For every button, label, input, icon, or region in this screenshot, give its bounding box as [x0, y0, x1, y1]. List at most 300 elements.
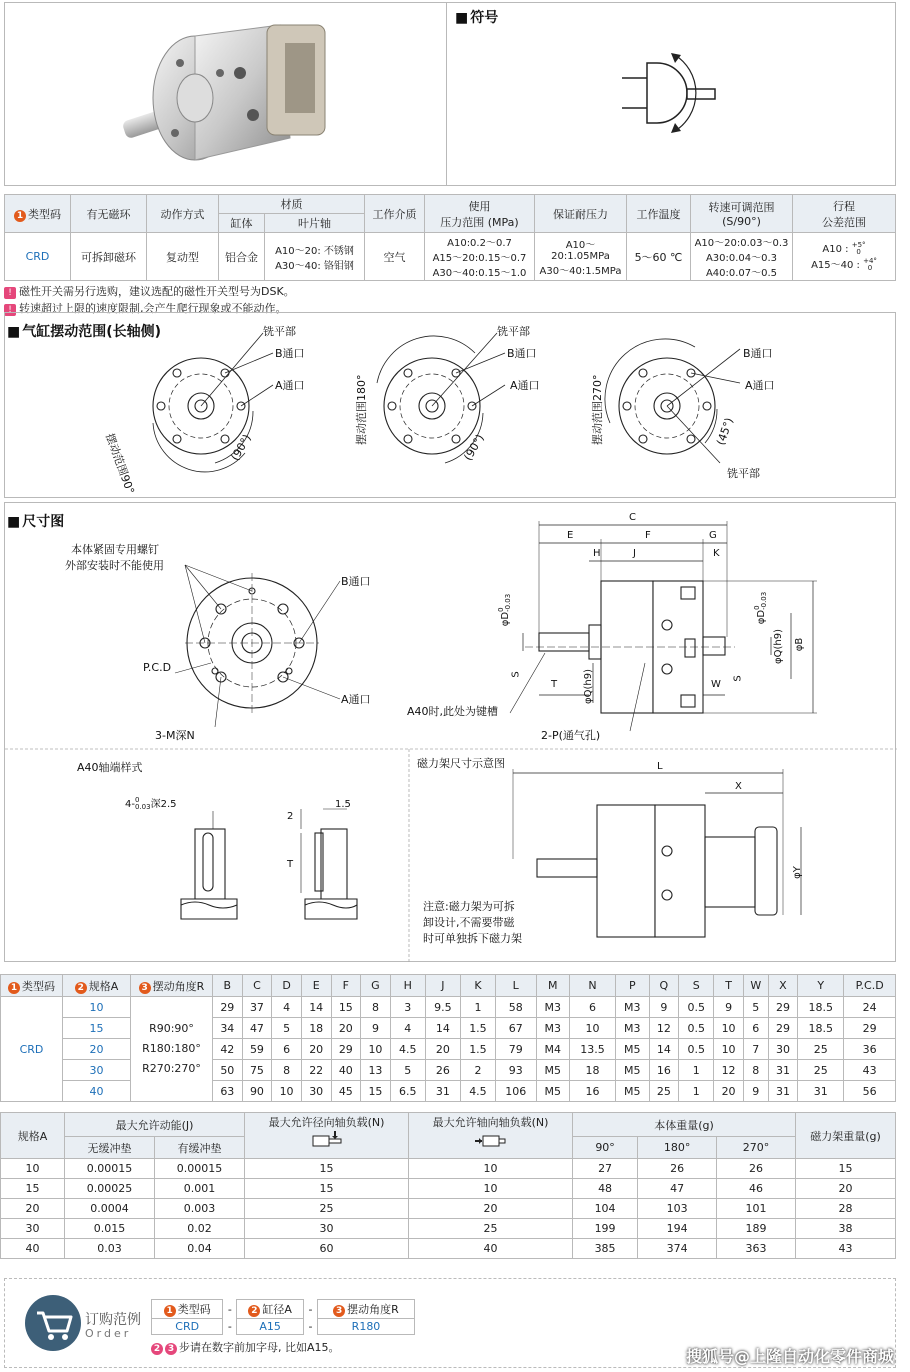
td-dim-value: 8 — [272, 1060, 302, 1081]
td-energy-value: 25 — [245, 1199, 409, 1219]
td-dim-value: 31 — [798, 1081, 844, 1102]
td-dim-value: 1 — [679, 1081, 714, 1102]
td-dim-value: 6 — [743, 1018, 768, 1039]
td-dim-value: 9 — [361, 1018, 391, 1039]
td-dim-value: 10 — [361, 1039, 391, 1060]
td-energy-value: 26 — [638, 1159, 717, 1179]
product-photo-panel — [4, 2, 446, 186]
mag-title: 磁力架尺寸示意图 — [417, 757, 505, 770]
dim-T: T — [551, 679, 558, 690]
td-energy-value: 15 — [245, 1159, 409, 1179]
td-dim-value: 4 — [390, 1018, 425, 1039]
td-tolerance: A10 : +5° 0 A15～40 : +4° 0 — [793, 233, 896, 281]
td-dim-value: 18.5 — [798, 997, 844, 1018]
symbol-title: ■ 符号 — [455, 7, 498, 27]
dim-H: H — [593, 548, 601, 559]
order-th-type: 1 类型码 — [152, 1300, 223, 1319]
td-dim-value: M3 — [616, 1018, 650, 1039]
td-dim-value: 25 — [798, 1060, 844, 1081]
th-temp: 工作温度 — [627, 195, 691, 233]
swing1-angle-label: (90°) — [228, 432, 254, 463]
angle-option: R180:180° — [142, 1042, 201, 1055]
td-energy-value: 0.02 — [155, 1219, 245, 1239]
swing3-port-a-label: A通口 — [745, 379, 775, 392]
td-dim-value: M3 — [536, 1018, 570, 1039]
td-cylinder: 铝合金 — [219, 233, 265, 281]
td-dim-value: M4 — [536, 1039, 570, 1060]
td-energy-value: 40 — [409, 1239, 573, 1259]
swing3-port-b-label: B通口 — [743, 347, 773, 360]
th-dim-angle: 3 摆动角度R — [131, 975, 213, 997]
a40-dim-15: 1.5 — [335, 799, 351, 810]
dim-phiQ-bottom: φQ(h9) — [582, 669, 594, 704]
td-dim-value: 37 — [242, 997, 272, 1018]
th-pressure: 使用 压力范围 (MPa) — [425, 195, 535, 233]
td-energy-value: 10 — [409, 1179, 573, 1199]
td-action: 复动型 — [147, 233, 219, 281]
td-dim-value: 43 — [844, 1060, 896, 1081]
td-dim-value: 12 — [714, 1060, 744, 1081]
td-energy-value: 30 — [1, 1219, 65, 1239]
td-dim-value: 1.5 — [460, 1018, 495, 1039]
td-dim-value: 67 — [495, 1018, 536, 1039]
order-title: 订购范例 — [85, 1312, 141, 1328]
swing1-port-a-label: A通口 — [275, 379, 305, 392]
td-energy-value: 15 — [796, 1159, 896, 1179]
td-dim-value: 22 — [301, 1060, 331, 1081]
td-dim-value: 18 — [570, 1060, 616, 1081]
td-dim-value: 12 — [649, 1018, 679, 1039]
th-dim-col: N — [570, 975, 616, 997]
th-cylinder: 缸体 — [219, 214, 265, 233]
td-dim-value: 31 — [768, 1081, 798, 1102]
td-dim-value: 58 — [495, 997, 536, 1018]
td-dim-value: 36 — [844, 1039, 896, 1060]
order-dash-4: - — [308, 1320, 313, 1333]
td-temp: 5～60 ℃ — [627, 233, 691, 281]
swing1-range-label: 摆动范围90° — [102, 431, 137, 496]
td-dim-value: M5 — [616, 1060, 650, 1081]
table-row — [1, 997, 896, 1018]
td-dim-type: CRD — [1, 997, 63, 1102]
order-dash-1: - — [227, 1302, 232, 1316]
dimension-panel — [4, 502, 896, 962]
th-action: 动作方式 — [147, 195, 219, 233]
td-dim-value: 9 — [649, 997, 679, 1018]
front-port-b: B通口 — [341, 575, 371, 588]
td-dim-value: 9 — [743, 1081, 768, 1102]
th-dim-type: 1 类型码 — [1, 975, 63, 997]
td-dim-value: 3 — [390, 997, 425, 1018]
td-energy-value: 189 — [717, 1219, 796, 1239]
td-dim-size: 15 — [63, 1018, 131, 1039]
th-en-mag: 磁力架重量(g) — [796, 1113, 896, 1159]
order-dash-3: - — [227, 1320, 232, 1333]
td-dim-value: 20 — [714, 1081, 744, 1102]
td-dim-value: 13.5 — [570, 1039, 616, 1060]
dim-K: K — [713, 548, 720, 559]
dim-F: F — [645, 530, 651, 541]
swing1-port-b-label: B通口 — [275, 347, 305, 360]
td-dim-value: 6 — [570, 997, 616, 1018]
swing-range-panel — [4, 312, 896, 498]
product-photo — [5, 3, 445, 183]
order-v-angle: R180 — [317, 1319, 414, 1335]
front-pcd: P.C.D — [143, 661, 172, 674]
td-dim-value: 6.5 — [390, 1081, 425, 1102]
td-dim-value: M5 — [536, 1081, 570, 1102]
radial-load-icon — [309, 1130, 345, 1150]
td-energy-value: 30 — [245, 1219, 409, 1239]
key-note: A40时,此处为键槽 — [407, 705, 499, 718]
energy-table — [0, 1112, 896, 1259]
vent-note: 2-P(通气孔) — [541, 729, 601, 742]
th-dim-col: Y — [798, 975, 844, 997]
td-magnet: 可拆卸磁环 — [71, 233, 147, 281]
spec-table — [4, 194, 896, 316]
td-dim-value: 24 — [844, 997, 896, 1018]
td-energy-value: 199 — [573, 1219, 638, 1239]
td-dim-size: 20 — [63, 1039, 131, 1060]
dim-C: C — [629, 512, 636, 523]
dim-J: J — [633, 548, 636, 559]
order-table — [151, 1299, 415, 1335]
td-dim-value: M5 — [616, 1039, 650, 1060]
th-dim-col: P — [616, 975, 650, 997]
td-dim-value: 7 — [743, 1039, 768, 1060]
swing2-port-a-label: A通口 — [510, 379, 540, 392]
td-dim-value: 42 — [213, 1039, 243, 1060]
th-dim-col: Q — [649, 975, 679, 997]
th-dim-col: L — [495, 975, 536, 997]
td-energy-value: 0.001 — [155, 1179, 245, 1199]
screw-note-2: 外部安装时不能使用 — [65, 559, 164, 572]
td-dim-value: 25 — [798, 1039, 844, 1060]
swing-diagrams — [5, 313, 897, 499]
table-row — [1, 1159, 896, 1179]
td-dim-value: 4 — [272, 997, 302, 1018]
td-dim-value: 16 — [570, 1081, 616, 1102]
td-dim-value: 14 — [425, 1018, 460, 1039]
td-dim-value: 75 — [242, 1060, 272, 1081]
th-dim-col: H — [390, 975, 425, 997]
td-dim-value: 0.5 — [679, 1018, 714, 1039]
td-energy-value: 374 — [638, 1239, 717, 1259]
td-dim-value: 18.5 — [798, 1018, 844, 1039]
td-dim-value: 29 — [213, 997, 243, 1018]
td-energy-value: 0.015 — [65, 1219, 155, 1239]
spec-note-2: ! 转速超过上限的速度限制,会产生爬行现象或不能动作。 — [4, 300, 896, 316]
table-row — [1, 1239, 896, 1259]
td-dim-value: 29 — [768, 997, 798, 1018]
screw-note-1: 本体紧固专用螺钉 — [71, 543, 159, 556]
td-dim-value: 90 — [242, 1081, 272, 1102]
td-dim-value: 8 — [743, 1060, 768, 1081]
td-dim-value: 20 — [331, 1018, 361, 1039]
th-dim-col: F — [331, 975, 361, 997]
td-type-code: CRD — [5, 233, 71, 281]
table-row — [1, 1199, 896, 1219]
td-energy-value: 103 — [638, 1199, 717, 1219]
td-dim-value: 79 — [495, 1039, 536, 1060]
th-en-cushion: 有缓冲垫 — [155, 1137, 245, 1159]
order-th-angle: 3 摆动角度R — [317, 1300, 414, 1319]
td-dim-value: 1 — [460, 997, 495, 1018]
td-dim-value: 30 — [301, 1081, 331, 1102]
td-proof: A10～20:1.05MPa A30～40:1.5MPa — [535, 233, 627, 281]
angle-option: R270:270° — [142, 1062, 201, 1075]
th-type-code: 1 类型码 — [5, 195, 71, 233]
td-dim-value: 10 — [570, 1018, 616, 1039]
th-en-w180: 180° — [638, 1137, 717, 1159]
td-dim-value: 20 — [425, 1039, 460, 1060]
th-dim-col: M — [536, 975, 570, 997]
td-energy-value: 385 — [573, 1239, 638, 1259]
th-dim-col: K — [460, 975, 495, 997]
a40-key-dim: 4-0 0.03深2.5 — [125, 796, 177, 811]
td-energy-value: 15 — [245, 1179, 409, 1199]
td-dim-value: 4.5 — [390, 1039, 425, 1060]
td-dim-size: 40 — [63, 1081, 131, 1102]
td-energy-value: 46 — [717, 1179, 796, 1199]
dim-table — [0, 974, 896, 1102]
td-dim-angles — [131, 997, 213, 1102]
td-dim-value: 56 — [844, 1081, 896, 1102]
td-dim-value: 63 — [213, 1081, 243, 1102]
dim-phiB: φB — [794, 637, 806, 652]
td-dim-value: 13 — [361, 1060, 391, 1081]
dim-phiD-left: φD0 -0.03 — [497, 593, 513, 627]
th-medium: 工作介质 — [365, 195, 425, 233]
td-dim-value: 9.5 — [425, 997, 460, 1018]
td-energy-value: 20 — [796, 1179, 896, 1199]
td-energy-value: 0.00025 — [65, 1179, 155, 1199]
th-speed: 转速可调范围 (S/90°) — [691, 195, 793, 233]
td-dim-value: M5 — [616, 1081, 650, 1102]
mag-dim-X: X — [735, 781, 742, 792]
dim-title: ■ 尺寸图 — [7, 511, 64, 531]
td-dim-value: 9 — [714, 997, 744, 1018]
swing1-flat-label: 铣平部 — [263, 325, 296, 338]
td-energy-value: 15 — [1, 1179, 65, 1199]
td-dim-value: 14 — [301, 997, 331, 1018]
td-dim-value: 40 — [331, 1060, 361, 1081]
order-th-bore: 2 缸径A — [237, 1300, 304, 1319]
td-dim-value: 8 — [361, 997, 391, 1018]
cart-icon — [23, 1293, 83, 1353]
td-dim-value: 2 — [460, 1060, 495, 1081]
td-dim-value: 1.5 — [460, 1039, 495, 1060]
th-dim-col: S — [679, 975, 714, 997]
order-dash-2: - — [308, 1302, 313, 1316]
td-dim-value: 16 — [649, 1060, 679, 1081]
td-dim-size: 10 — [63, 997, 131, 1018]
th-magnet: 有无磁环 — [71, 195, 147, 233]
th-material: 材质 — [219, 195, 365, 214]
td-dim-value: 29 — [844, 1018, 896, 1039]
angle-option: R90:90° — [149, 1022, 194, 1035]
td-dim-value: 0.5 — [679, 1039, 714, 1060]
mag-dim-phiY: φY — [791, 866, 803, 879]
td-dim-value: 14 — [649, 1039, 679, 1060]
td-dim-value: 5 — [743, 997, 768, 1018]
td-energy-value: 0.0004 — [65, 1199, 155, 1219]
td-dim-value: 31 — [768, 1060, 798, 1081]
td-energy-value: 0.04 — [155, 1239, 245, 1259]
th-en-weight: 本体重量(g) — [573, 1113, 796, 1137]
td-dim-value: 10 — [714, 1018, 744, 1039]
td-dim-value: 25 — [649, 1081, 679, 1102]
td-dim-size: 30 — [63, 1060, 131, 1081]
th-dim-col: D — [272, 975, 302, 997]
th-dim-size: 2 规格A — [63, 975, 131, 997]
th-dim-col: W — [743, 975, 768, 997]
a40-dim-2: 2 — [287, 811, 294, 822]
axial-load-icon — [473, 1130, 509, 1150]
td-pressure: A10:0.2～0.7 A15～20:0.15～0.7 A30～40:0.15～1.0 — [425, 233, 535, 281]
td-medium: 空气 — [365, 233, 425, 281]
td-dim-value: 18 — [301, 1018, 331, 1039]
dim-phiD-right: φD0 -0.03 — [753, 591, 769, 625]
td-dim-value: 45 — [331, 1081, 361, 1102]
td-dim-value: 29 — [768, 1018, 798, 1039]
table-row — [1, 1179, 896, 1199]
td-energy-value: 20 — [409, 1199, 573, 1219]
td-dim-value: 29 — [331, 1039, 361, 1060]
swing3-flat-label: 铣平部 — [727, 467, 760, 480]
th-dim-col: X — [768, 975, 798, 997]
td-dim-value: 15 — [331, 997, 361, 1018]
th-dim-col: T — [714, 975, 744, 997]
swing2-range-label: 摆动范围180° — [355, 374, 368, 445]
td-dim-value: 50 — [213, 1060, 243, 1081]
td-energy-value: 10 — [1, 1159, 65, 1179]
dim-G: G — [709, 530, 717, 541]
swing2-port-b-label: B通口 — [507, 347, 537, 360]
th-tolerance: 行程 公差范围 — [793, 195, 896, 233]
mag-dim-L: L — [657, 761, 663, 772]
td-energy-value: 25 — [409, 1219, 573, 1239]
dim-W: W — [711, 679, 721, 690]
td-dim-value: 5 — [390, 1060, 425, 1081]
symbol-panel — [446, 2, 896, 186]
td-dim-value: 15 — [361, 1081, 391, 1102]
td-energy-value: 101 — [717, 1199, 796, 1219]
th-en-nocushion: 无缓冲垫 — [65, 1137, 155, 1159]
td-energy-value: 27 — [573, 1159, 638, 1179]
th-en-energy: 最大允许动能(J) — [65, 1113, 245, 1137]
swing2-angle-label: (90°) — [461, 432, 487, 463]
td-dim-value: 31 — [425, 1081, 460, 1102]
order-v-type: CRD — [152, 1319, 223, 1335]
dim-S-left: S — [510, 671, 522, 678]
td-dim-value: 6 — [272, 1039, 302, 1060]
td-energy-value: 104 — [573, 1199, 638, 1219]
front-port-a: A通口 — [341, 693, 371, 706]
swing3-range-label: 摆动范围270° — [591, 374, 604, 445]
td-dim-value: 47 — [242, 1018, 272, 1039]
th-en-radial: 最大允许径向轴负载(N) — [245, 1113, 409, 1159]
td-speed: A10～20:0.03～0.3 A30:0.04～0.3 A40:0.07～0.5 — [691, 233, 793, 281]
td-dim-value: 26 — [425, 1060, 460, 1081]
order-v-bore: A15 — [237, 1319, 304, 1335]
td-dim-value: 5 — [272, 1018, 302, 1039]
front-m-depth: 3-M深N — [155, 729, 195, 742]
td-energy-value: 28 — [796, 1199, 896, 1219]
td-energy-value: 47 — [638, 1179, 717, 1199]
a40-title: A40轴端样式 — [77, 761, 143, 774]
td-energy-value: 26 — [717, 1159, 796, 1179]
th-en-w270: 270° — [717, 1137, 796, 1159]
dim-S-right: S — [732, 675, 744, 682]
th-dim-col: E — [301, 975, 331, 997]
td-dim-value: 34 — [213, 1018, 243, 1039]
th-en-w90: 90° — [573, 1137, 638, 1159]
th-dim-col: J — [425, 975, 460, 997]
swing3-angle-label: (45°) — [714, 416, 736, 447]
mag-note: 注意:磁力架为可拆 卸设计,不需要带磁 时可单独拆下磁力架 — [423, 900, 522, 945]
td-energy-value: 0.00015 — [155, 1159, 245, 1179]
th-en-axial: 最大允许轴向轴负载(N) — [409, 1113, 573, 1159]
th-shaft: 叶片轴 — [265, 214, 365, 233]
td-energy-value: 10 — [409, 1159, 573, 1179]
dim-E: E — [567, 530, 574, 541]
td-dim-value: 10 — [714, 1039, 744, 1060]
td-dim-value: 20 — [301, 1039, 331, 1060]
th-dim-col: P.C.D — [844, 975, 896, 997]
td-dim-value: 59 — [242, 1039, 272, 1060]
swing2-flat-label: 铣平部 — [497, 325, 530, 338]
th-dim-col: C — [242, 975, 272, 997]
watermark: 搜狐号@上隆自动化零件商城 — [685, 1347, 894, 1366]
dim-phiQ-right: φQ(h9) — [772, 629, 784, 664]
td-energy-value: 0.03 — [65, 1239, 155, 1259]
th-en-size: 规格A — [1, 1113, 65, 1159]
td-energy-value: 60 — [245, 1239, 409, 1259]
td-dim-value: 4.5 — [460, 1081, 495, 1102]
rotary-actuator-symbol — [617, 43, 727, 143]
table-row — [1, 1219, 896, 1239]
th-dim-col: G — [361, 975, 391, 997]
td-energy-value: 194 — [638, 1219, 717, 1239]
td-energy-value: 48 — [573, 1179, 638, 1199]
td-energy-value: 20 — [1, 1199, 65, 1219]
a40-dim-T: T — [287, 859, 294, 870]
td-energy-value: 40 — [1, 1239, 65, 1259]
td-dim-value: 93 — [495, 1060, 536, 1081]
td-dim-value: M3 — [616, 997, 650, 1018]
order-note: 2 3 步请在数字前加字母, 比如A15。 — [151, 1339, 340, 1355]
td-energy-value: 363 — [717, 1239, 796, 1259]
td-energy-value: 0.003 — [155, 1199, 245, 1219]
spec-note-1: ! 磁性开关需另行选购，建议选配的磁性开关型号为DSK。 — [4, 283, 896, 299]
td-dim-value: 1 — [679, 1060, 714, 1081]
td-dim-value: 106 — [495, 1081, 536, 1102]
swing-title: ■ 气缸摆动范围(长轴侧) — [7, 321, 161, 341]
td-dim-value: 0.5 — [679, 997, 714, 1018]
td-energy-value: 38 — [796, 1219, 896, 1239]
td-dim-value: M5 — [536, 1060, 570, 1081]
order-subtitle: Order — [85, 1327, 132, 1340]
td-dim-value: M3 — [536, 997, 570, 1018]
td-energy-value: 0.00015 — [65, 1159, 155, 1179]
td-dim-value: 10 — [272, 1081, 302, 1102]
th-proof: 保证耐压力 — [535, 195, 627, 233]
td-energy-value: 43 — [796, 1239, 896, 1259]
th-dim-col: B — [213, 975, 243, 997]
td-shaft: A10～20: 不锈钢 A30～40: 铬钼钢 — [265, 233, 365, 281]
td-dim-value: 30 — [768, 1039, 798, 1060]
